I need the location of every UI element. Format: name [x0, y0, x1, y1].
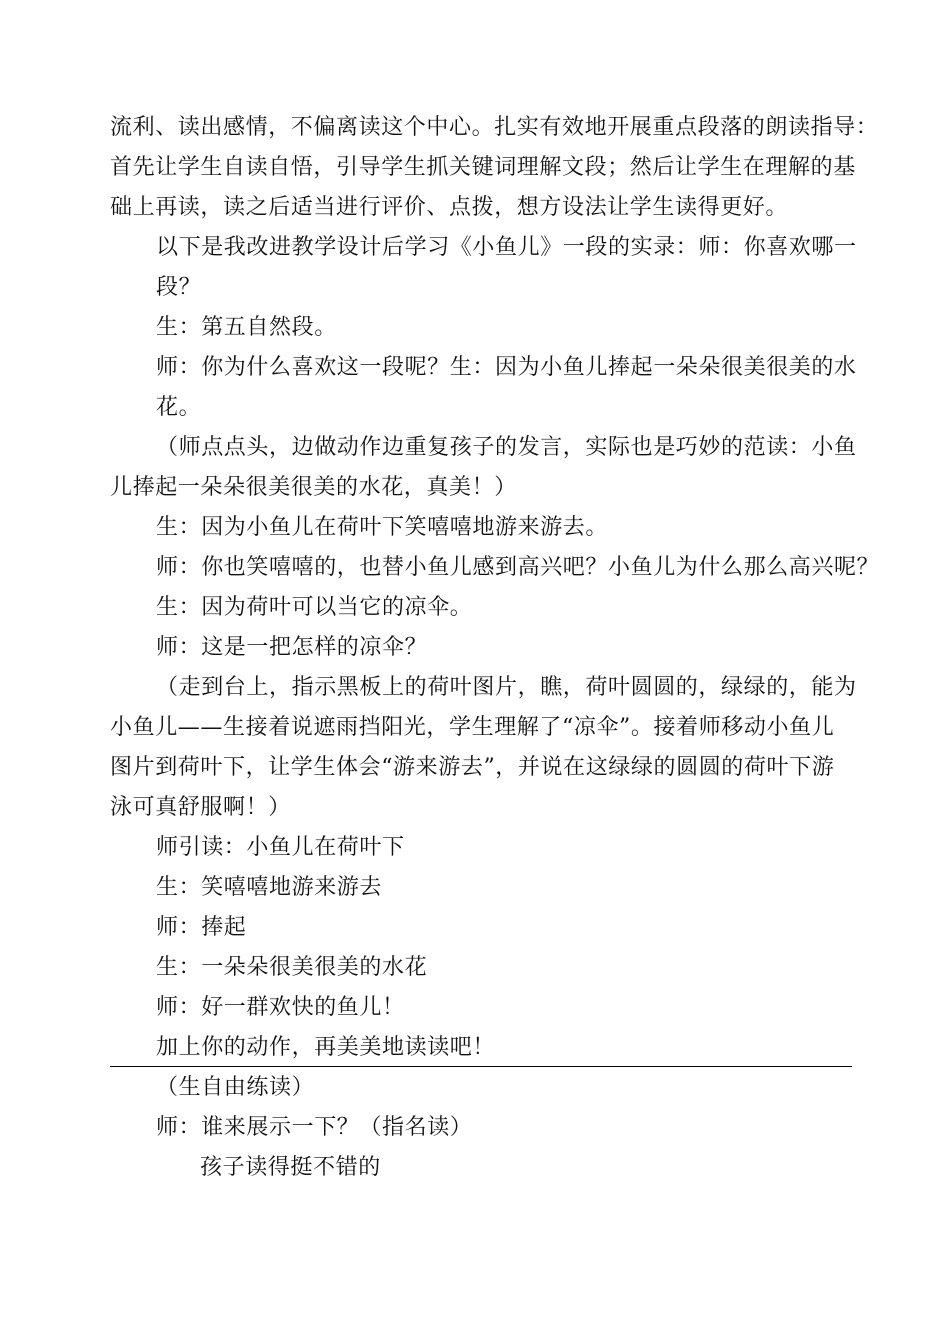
note-line: 泳可真舒服啊！） — [110, 795, 291, 820]
dialogue-line: 生：一朵朵很美很美的水花 — [156, 955, 428, 980]
dialogue-line: 师：这是一把怎样的凉伞？ — [156, 635, 428, 660]
dialogue-line: 师：好一群欢快的鱼儿！ — [156, 995, 405, 1020]
note-line: （走到台上，指示黑板上的荷叶图片，瞧，荷叶圆圆的，绿绿的，能为 — [156, 675, 857, 700]
dialogue-line: 加上你的动作，再美美地读读吧！ — [156, 1035, 496, 1060]
note-line: （生自由练读） — [156, 1075, 315, 1100]
dialogue-line: 师引读：小鱼儿在荷叶下 — [156, 835, 405, 860]
dialogue-line: 花。 — [156, 395, 202, 420]
dialogue-line: 师：你也笑嘻嘻的，也替小鱼儿感到高兴吧？小鱼儿为什么那么高兴呢？ — [156, 555, 880, 580]
horizontal-rule — [110, 1066, 852, 1067]
body-line: 以下是我改进教学设计后学习《小鱼儿》一段的实录：师：你喜欢哪一 — [156, 235, 857, 260]
note-line: （师点点头，边做动作边重复孩子的发言，实际也是巧妙的范读：小鱼 — [156, 435, 857, 460]
body-line: 孩子读得挺不错的 — [200, 1155, 381, 1180]
dialogue-line: 生：因为荷叶可以当它的凉伞。 — [156, 595, 473, 620]
note-line: 小鱼儿——生接着说遮雨挡阳光，学生理解了“凉伞”。接着师移动小鱼儿 — [110, 715, 835, 740]
dialogue-line: 生：因为小鱼儿在荷叶下笑嘻嘻地游来游去。 — [156, 515, 609, 540]
dialogue-line: 生：笑嘻嘻地游来游去 — [156, 875, 383, 900]
body-line: 础上再读，读之后适当进行评价、点拨，想方设法让学生读得更好。 — [110, 195, 789, 220]
dialogue-line: 师：谁来展示一下？（指名读） — [156, 1115, 473, 1140]
body-line: 段？ — [156, 275, 202, 300]
note-line: 儿捧起一朵朵很美很美的水花，真美！） — [110, 475, 517, 500]
body-line: 首先让学生自读自悟，引导学生抓关键词理解文段；然后让学生在理解的基 — [110, 155, 856, 180]
body-line: 流利、读出感情，不偏离读这个中心。扎实有效地开展重点段落的朗读指导： — [110, 115, 879, 140]
dialogue-line: 师：捧起 — [156, 915, 247, 940]
dialogue-line: 师：你为什么喜欢这一段呢？生：因为小鱼儿捧起一朵朵很美很美的水 — [156, 355, 857, 380]
dialogue-line: 生：第五自然段。 — [156, 315, 337, 340]
note-line: 图片到荷叶下，让学生体会“游来游去”，并说在这绿绿的圆圆的荷叶下游 — [110, 755, 835, 780]
